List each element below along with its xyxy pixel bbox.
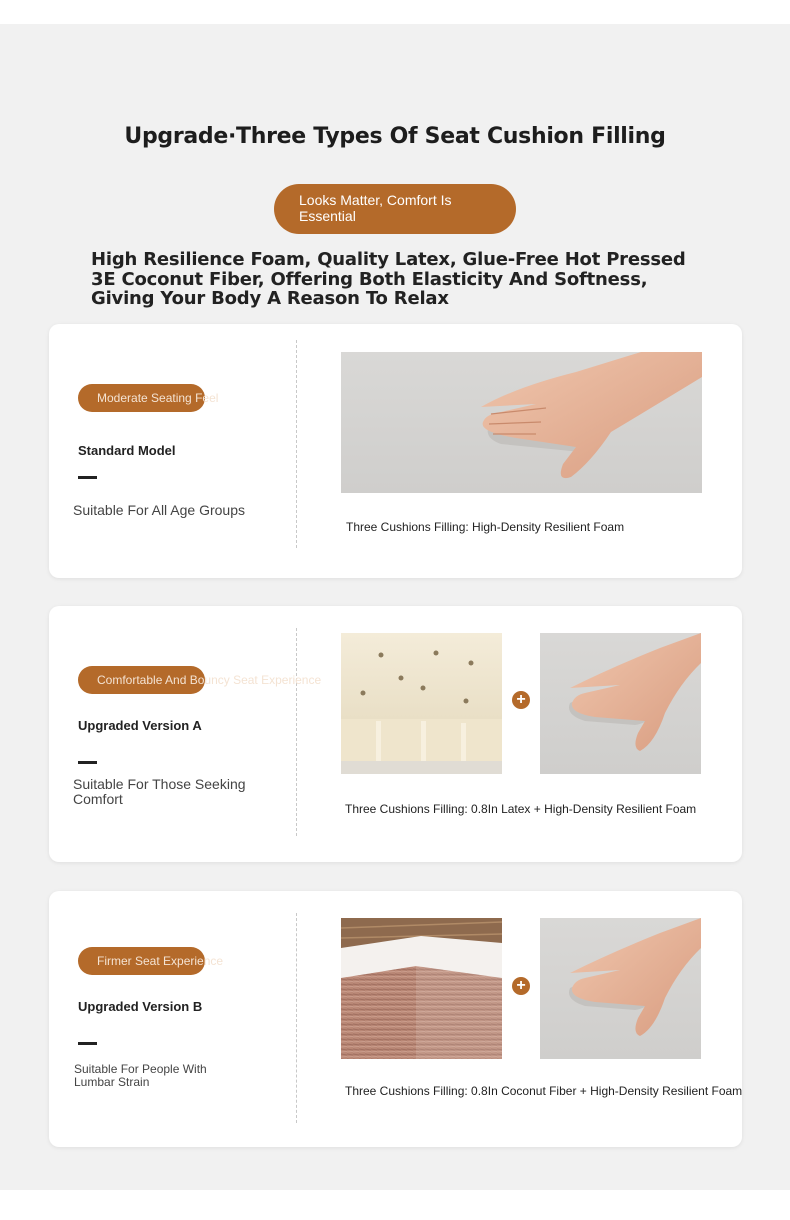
feel-tag: Comfortable And Bouncy Seat Experience <box>78 666 205 694</box>
filling-caption: Three Cushions Filling: High-Density Resilient Foam <box>346 520 625 534</box>
filling-caption: Three Cushions Filling: 0.8In Latex + High-Density Resilient Foam <box>345 802 697 816</box>
option-card-version-b <box>49 891 742 1147</box>
card-divider <box>296 628 297 836</box>
model-name: Upgraded Version A <box>78 718 202 733</box>
plus-icon: + <box>512 691 530 709</box>
option-card-standard <box>49 324 742 578</box>
feel-tag: Firmer Seat Experience <box>78 947 205 975</box>
dash-divider <box>78 1042 97 1045</box>
latex-block-image <box>341 633 502 774</box>
foam-hand-press-image <box>540 633 701 774</box>
model-name: Upgraded Version B <box>78 999 203 1014</box>
option-card-version-a <box>49 606 742 862</box>
dash-divider <box>78 761 97 764</box>
model-name: Standard Model <box>78 443 176 458</box>
suitable-for-text: Suitable For All Age Groups <box>73 502 245 518</box>
coconut-fiber-block-image <box>341 918 502 1059</box>
suitable-for-text: Suitable For Those Seeking Comfort <box>73 776 246 807</box>
plus-icon: + <box>512 977 530 995</box>
dash-divider <box>78 476 97 479</box>
foam-hand-press-image <box>341 352 702 493</box>
tagline-pill: Looks Matter, Comfort Is Essential <box>274 184 516 234</box>
page-title: Upgrade·Three Types Of Seat Cushion Filling <box>124 124 666 149</box>
card-divider <box>296 340 297 548</box>
filling-caption: Three Cushions Filling: 0.8In Coconut Fiber + High-Density Resilient Foam <box>345 1084 743 1098</box>
feel-tag: Moderate Seating Feel <box>78 384 205 412</box>
card-divider <box>296 913 297 1123</box>
suitable-for-text: Suitable For People With Lumbar Strain <box>74 1062 207 1089</box>
intro-text: High Resilience Foam, Quality Latex, Glue-Free Hot Pressed 3E Coconut Fiber, Offering Both Elasticity And Softness, Giving Your Body A Reason To Relax <box>91 249 686 309</box>
foam-hand-press-image <box>540 918 701 1059</box>
